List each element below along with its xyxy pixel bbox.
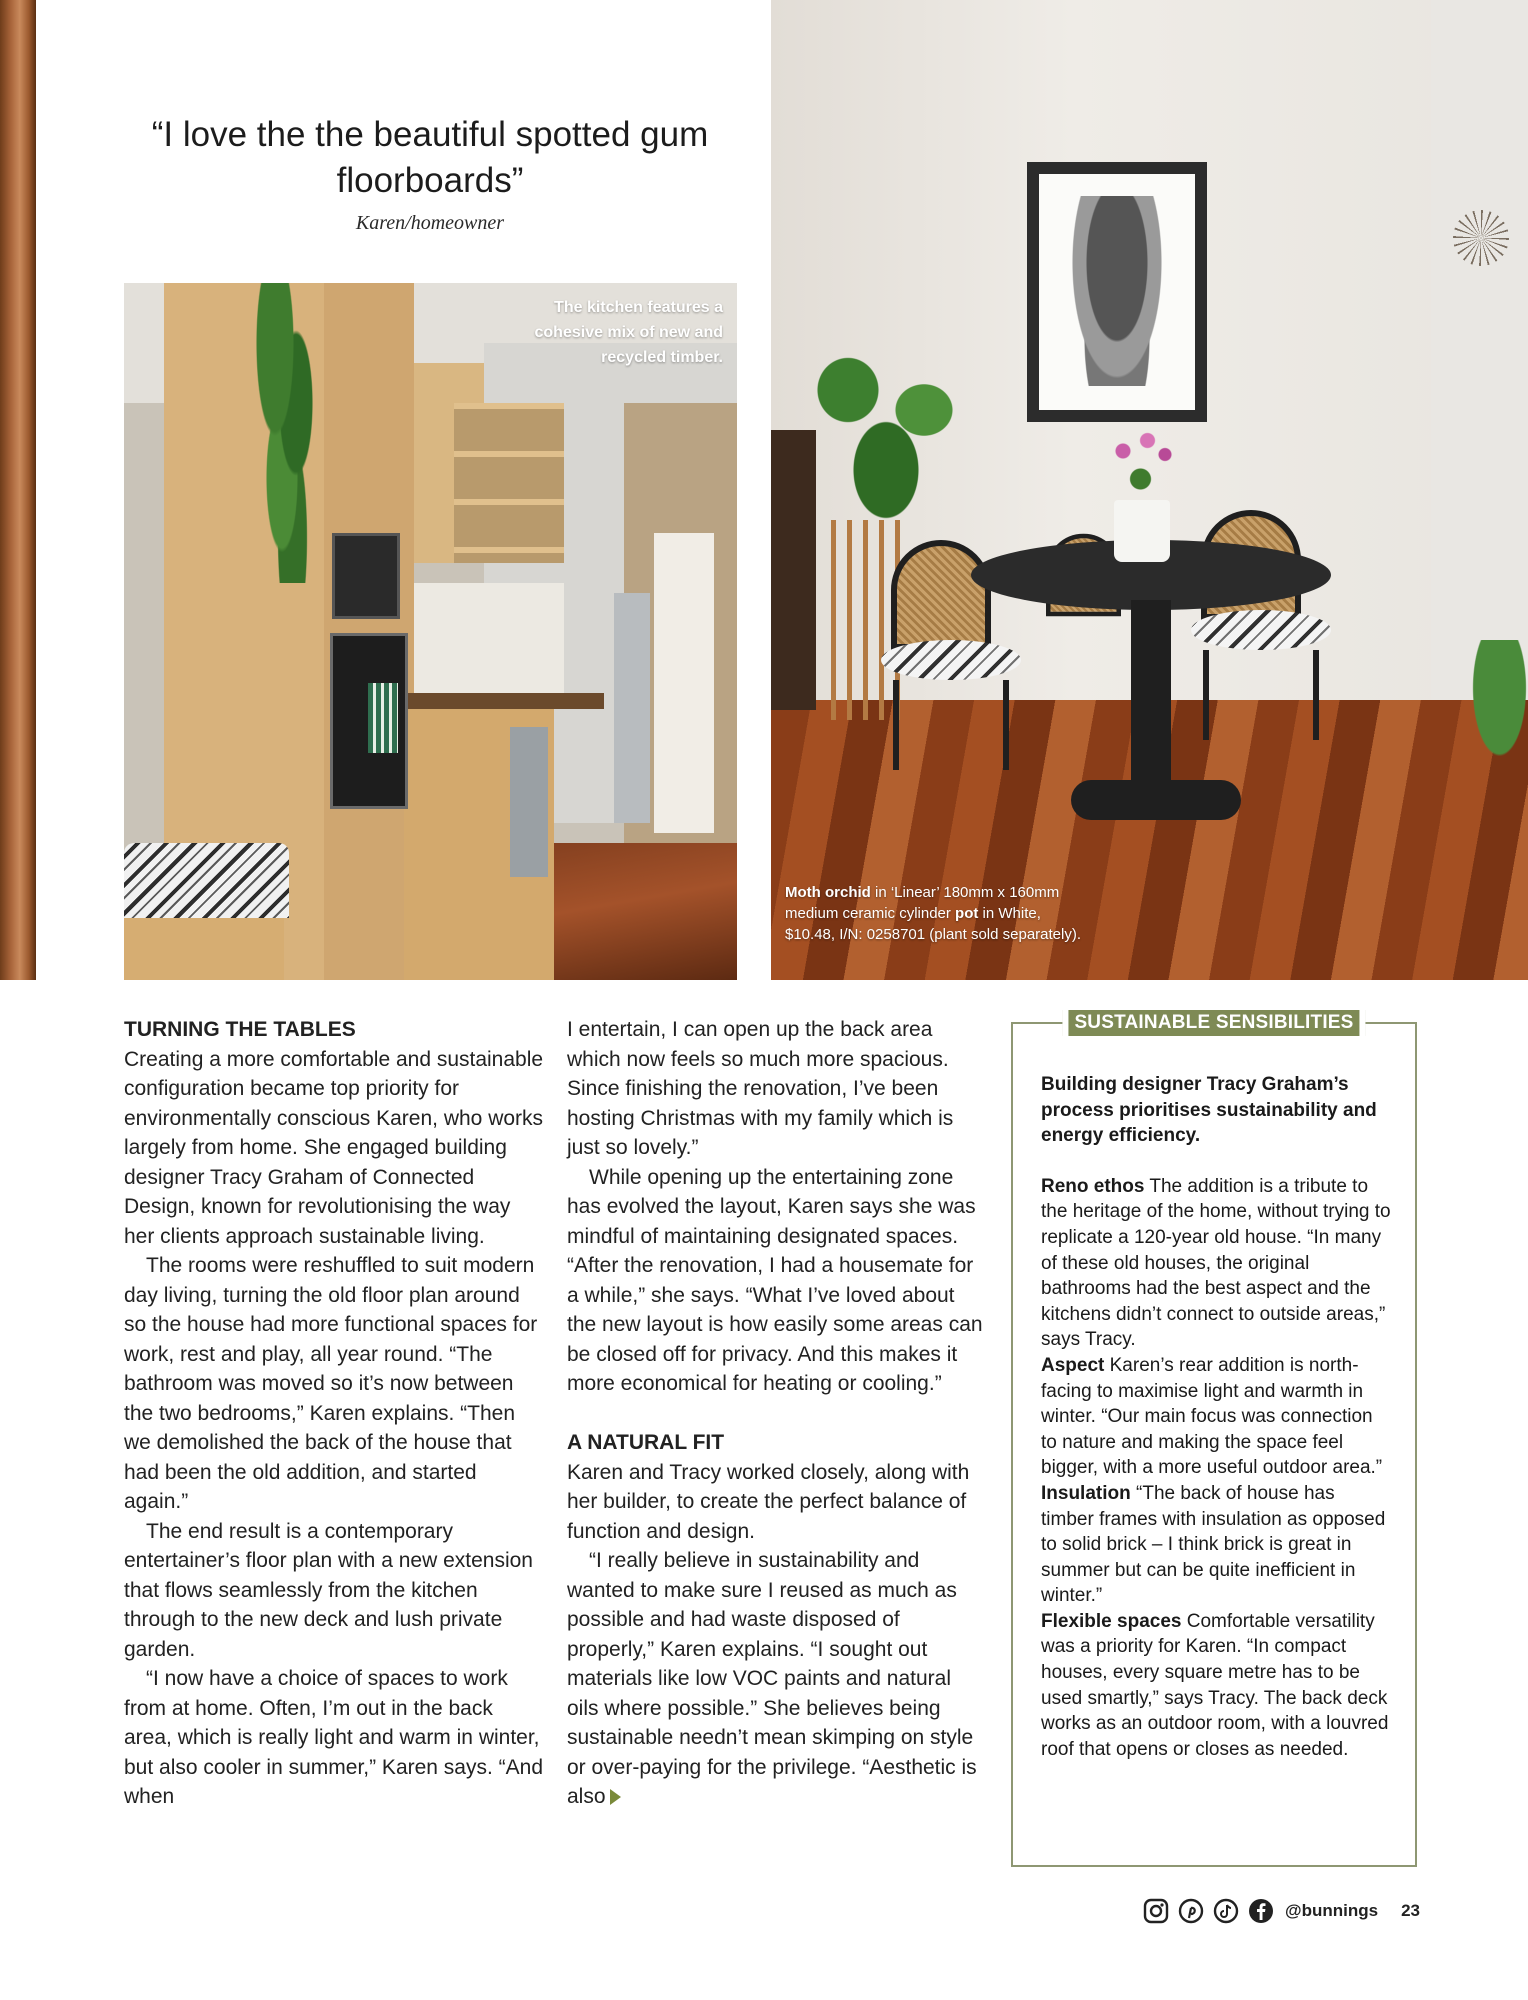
facebook-icon[interactable] [1248,1898,1274,1924]
paragraph: While opening up the entertaining zone has evolved the layout, Karen says she was mindful of maintaining designated spaces. “After the renovation, I had a housemate for a while,” she says. “What I’ve loved about the new layout is how easily some areas can be closed off for privacy. And this makes it more economical for heating or cooling.” [567,1165,983,1395]
pinterest-icon[interactable] [1178,1898,1204,1924]
sidebar-item-label: Aspect [1041,1354,1105,1376]
paragraph: “I now have a choice of spaces to work from at home. Often, I’m out in the back area, which is really light and warm in winter, but also cooler in summer,” Karen says. “And when [124,1667,544,1808]
sidebar-body: Reno ethos The addition is a tribute to the heritage of the home, without trying to replicate a 120-year old house. “In many of these old houses, the original bathrooms had the best aspect and the kitchens didn’t connect to outside areas,” says Tracy. Aspect Karen’s rear addition is north-facing to maximise light and warmth in winter. “Our main focus was connection to nature and making the space feel bigger, with a more useful outdoor area.” Insulation “The back of house has timber frames with insulation as opposed to solid brick – I think brick is great in summer but can be quite inefficient in winter.” Flexible spaces Comfortable versatility was a priority for Karen. “In compact houses, every square metre has to be used smartly,” says Tracy. The back deck works as an outdoor room, with a louvred roof that opens or closes as needed. [1041,1175,1391,1760]
pull-quote-attribution: Karen/homeowner [355,212,505,234]
section-heading-turning-the-tables: TURNING THE TABLES [124,1018,356,1041]
section-heading-a-natural-fit: A NATURAL FIT [567,1431,725,1454]
paragraph: The rooms were reshuffled to suit modern day living, turning the old floor plan around so the house had more functional spaces for work, rest and play, all year round. “The bathroom was moved so it’s now between the two bedrooms,” Karen explains. “Then we demolished the back of the house that had been the old addition, and started again.” [124,1254,538,1513]
sunburst-wall-decor [1453,210,1509,266]
sidebar-item-label: Flexible spaces [1041,1610,1182,1632]
sidebar-intro: Building designer Tracy Graham’s process prioritises sustainability and energy efficiency. [1041,1074,1377,1147]
article-column-2 [567,1015,987,1812]
dining-room-photo [771,0,1528,980]
article-column-1 [124,1015,544,1812]
instagram-icon[interactable] [1143,1898,1169,1924]
sidebar-item-label: Insulation [1041,1482,1131,1504]
pull-quote: “I love the the beautiful spotted gum floorboards” [151,115,709,200]
paragraph: The end result is a contemporary entertainer’s floor plan with a new extension that flows seamlessly from the kitchen through to the new deck and lush private garden. [124,1519,533,1661]
continued-arrow-icon [610,1789,621,1805]
orchid-pot [1114,500,1170,562]
dining-photo-caption: Moth orchid in ‘Linear’ 180mm x 160mm medium ceramic cylinder pot in White, $10.48, I/N: 0258701 (plant sold separately). [785,884,1082,943]
framed-artwork [1027,162,1207,422]
paragraph: Creating a more comfortable and sustainable configuration became top priority for environmentally conscious Karen, who works largely from home. She engaged building designer Tracy Graham of Connected Design, known for revolutionising the way her clients approach sustainable living. [124,1047,544,1248]
tiktok-icon[interactable] [1213,1898,1239,1924]
paragraph: I entertain, I can open up the back area which now feels so much more spacious. Since finishing the renovation, I’ve been hosting Christmas with my family which is just so lovely.” [567,1018,954,1159]
sidebar-title: SUSTAINABLE SENSIBILITIES [1062,1010,1365,1036]
page-footer [1143,1896,1420,1926]
kitchen-photo [124,283,737,980]
sustainable-sensibilities-sidebar [1011,1012,1417,1867]
kitchen-photo-caption: The kitchen features a cohesive mix of new and recycled timber. [534,299,723,366]
social-handle[interactable]: @bunnings [1285,1901,1379,1920]
sidebar-item-label: Reno ethos [1041,1175,1145,1197]
paragraph: Karen and Tracy worked closely, along with her builder, to create the perfect balance of function and design. [567,1460,970,1543]
paragraph: “I really believe in sustainability and wanted to make sure I reused as much as possible and had waste disposed of properly,” Karen explains. “I sought out materials like low VOC paints and natural oils where possible.” She believes being sustainable needn’t mean skimping on style or over-paying for the privilege. “Aesthetic is also [567,1549,977,1808]
page-number: 23 [1401,1901,1420,1920]
door-frame-photo-strip [0,0,36,980]
